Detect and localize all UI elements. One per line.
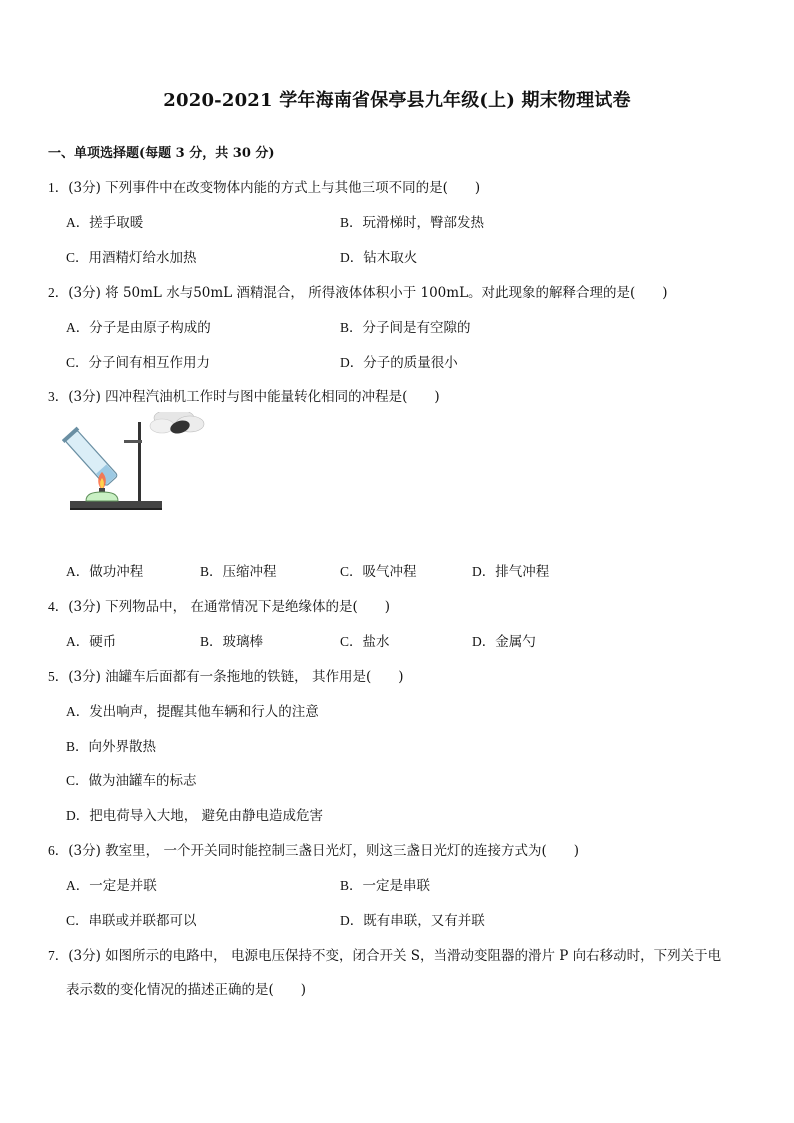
test-tube-experiment-figure [62, 412, 212, 520]
question-4 [48, 595, 390, 615]
option-1b[interactable]: B．玩滑梯时，臀部发热 [340, 215, 485, 231]
option-5c[interactable]: C．做为油罐车的标志 [66, 773, 197, 789]
option-4c[interactable]: C．盐水 [340, 634, 390, 650]
question-number: 7． [48, 948, 69, 963]
option-1c[interactable]: C．用酒精灯给水加热 [66, 250, 197, 266]
page-title: 2020-2021 学年海南省保亭县九年级(上) 期末物理试卷 [163, 90, 631, 111]
question-number: 2． [48, 285, 69, 300]
option-3a[interactable]: A．做功冲程 [66, 564, 144, 580]
question-text: (3分) 教室里， 一个开关同时能控制三盏日光灯，则这三盏日光灯的连接方式为( ) [68, 843, 579, 859]
option-5a[interactable]: A．发出响声，提醒其他车辆和行人的注意 [66, 704, 319, 720]
option-4b[interactable]: B．玻璃棒 [200, 634, 264, 650]
question-number: 4． [48, 599, 69, 614]
question-number: 3． [48, 389, 69, 404]
option-6b[interactable]: B．一定是串联 [340, 878, 431, 894]
option-6d[interactable]: D．既有串联，又有并联 [340, 913, 485, 929]
option-2a[interactable]: A．分子是由原子构成的 [66, 320, 211, 336]
question-7-continued: 表示数的变化情况的描述正确的是( ) [66, 982, 307, 998]
option-3c[interactable]: C．吸气冲程 [340, 564, 417, 580]
question-1 [48, 176, 480, 196]
question-7 [48, 944, 721, 964]
option-6c[interactable]: C．串联或并联都可以 [66, 913, 197, 929]
question-2 [48, 281, 668, 301]
option-3b[interactable]: B．压缩冲程 [200, 564, 277, 580]
option-2b[interactable]: B．分子间是有空隙的 [340, 320, 471, 336]
question-text: (3分) 如图所示的电路中， 电源电压保持不变，闭合开关 S，当滑动变阻器的滑片 P 向右移动时，下列关于电 [68, 948, 722, 964]
option-2d[interactable]: D．分子的质量很小 [340, 355, 458, 371]
question-6 [48, 839, 579, 859]
option-4a[interactable]: A．硬币 [66, 634, 117, 650]
option-5d[interactable]: D．把电荷导入大地， 避免由静电造成危害 [66, 808, 324, 824]
question-number: 5． [48, 669, 69, 684]
option-1d[interactable]: D．钻木取火 [340, 250, 418, 266]
question-text: (3分) 下列事件中在改变物体内能的方式上与其他三项不同的是( ) [68, 180, 481, 196]
question-text: (3分) 下列物品中， 在通常情况下是绝缘体的是( ) [68, 599, 390, 615]
question-number: 6． [48, 843, 69, 858]
option-3d[interactable]: D．排气冲程 [472, 564, 550, 580]
section-heading: 一、单项选择题(每题 3 分，共 30 分) [48, 146, 275, 161]
option-5b[interactable]: B．向外界散热 [66, 739, 157, 755]
question-number: 1． [48, 180, 69, 195]
question-5 [48, 665, 404, 685]
option-1a[interactable]: A．搓手取暖 [66, 215, 144, 231]
question-text: (3分) 油罐车后面都有一条拖地的铁链， 其作用是( ) [68, 669, 404, 685]
option-2c[interactable]: C．分子间有相互作用力 [66, 355, 211, 371]
option-4d[interactable]: D．金属勺 [472, 634, 536, 650]
question-text: (3分) 四冲程汽油机工作时与图中能量转化相同的冲程是( ) [68, 389, 440, 405]
option-6a[interactable]: A．一定是并联 [66, 878, 157, 894]
question-text: (3分) 将 50mL 水与50mL 酒精混合， 所得液体体积小于 100mL。对此现象的解释合理的是( ) [68, 285, 668, 301]
question-3 [48, 385, 440, 405]
